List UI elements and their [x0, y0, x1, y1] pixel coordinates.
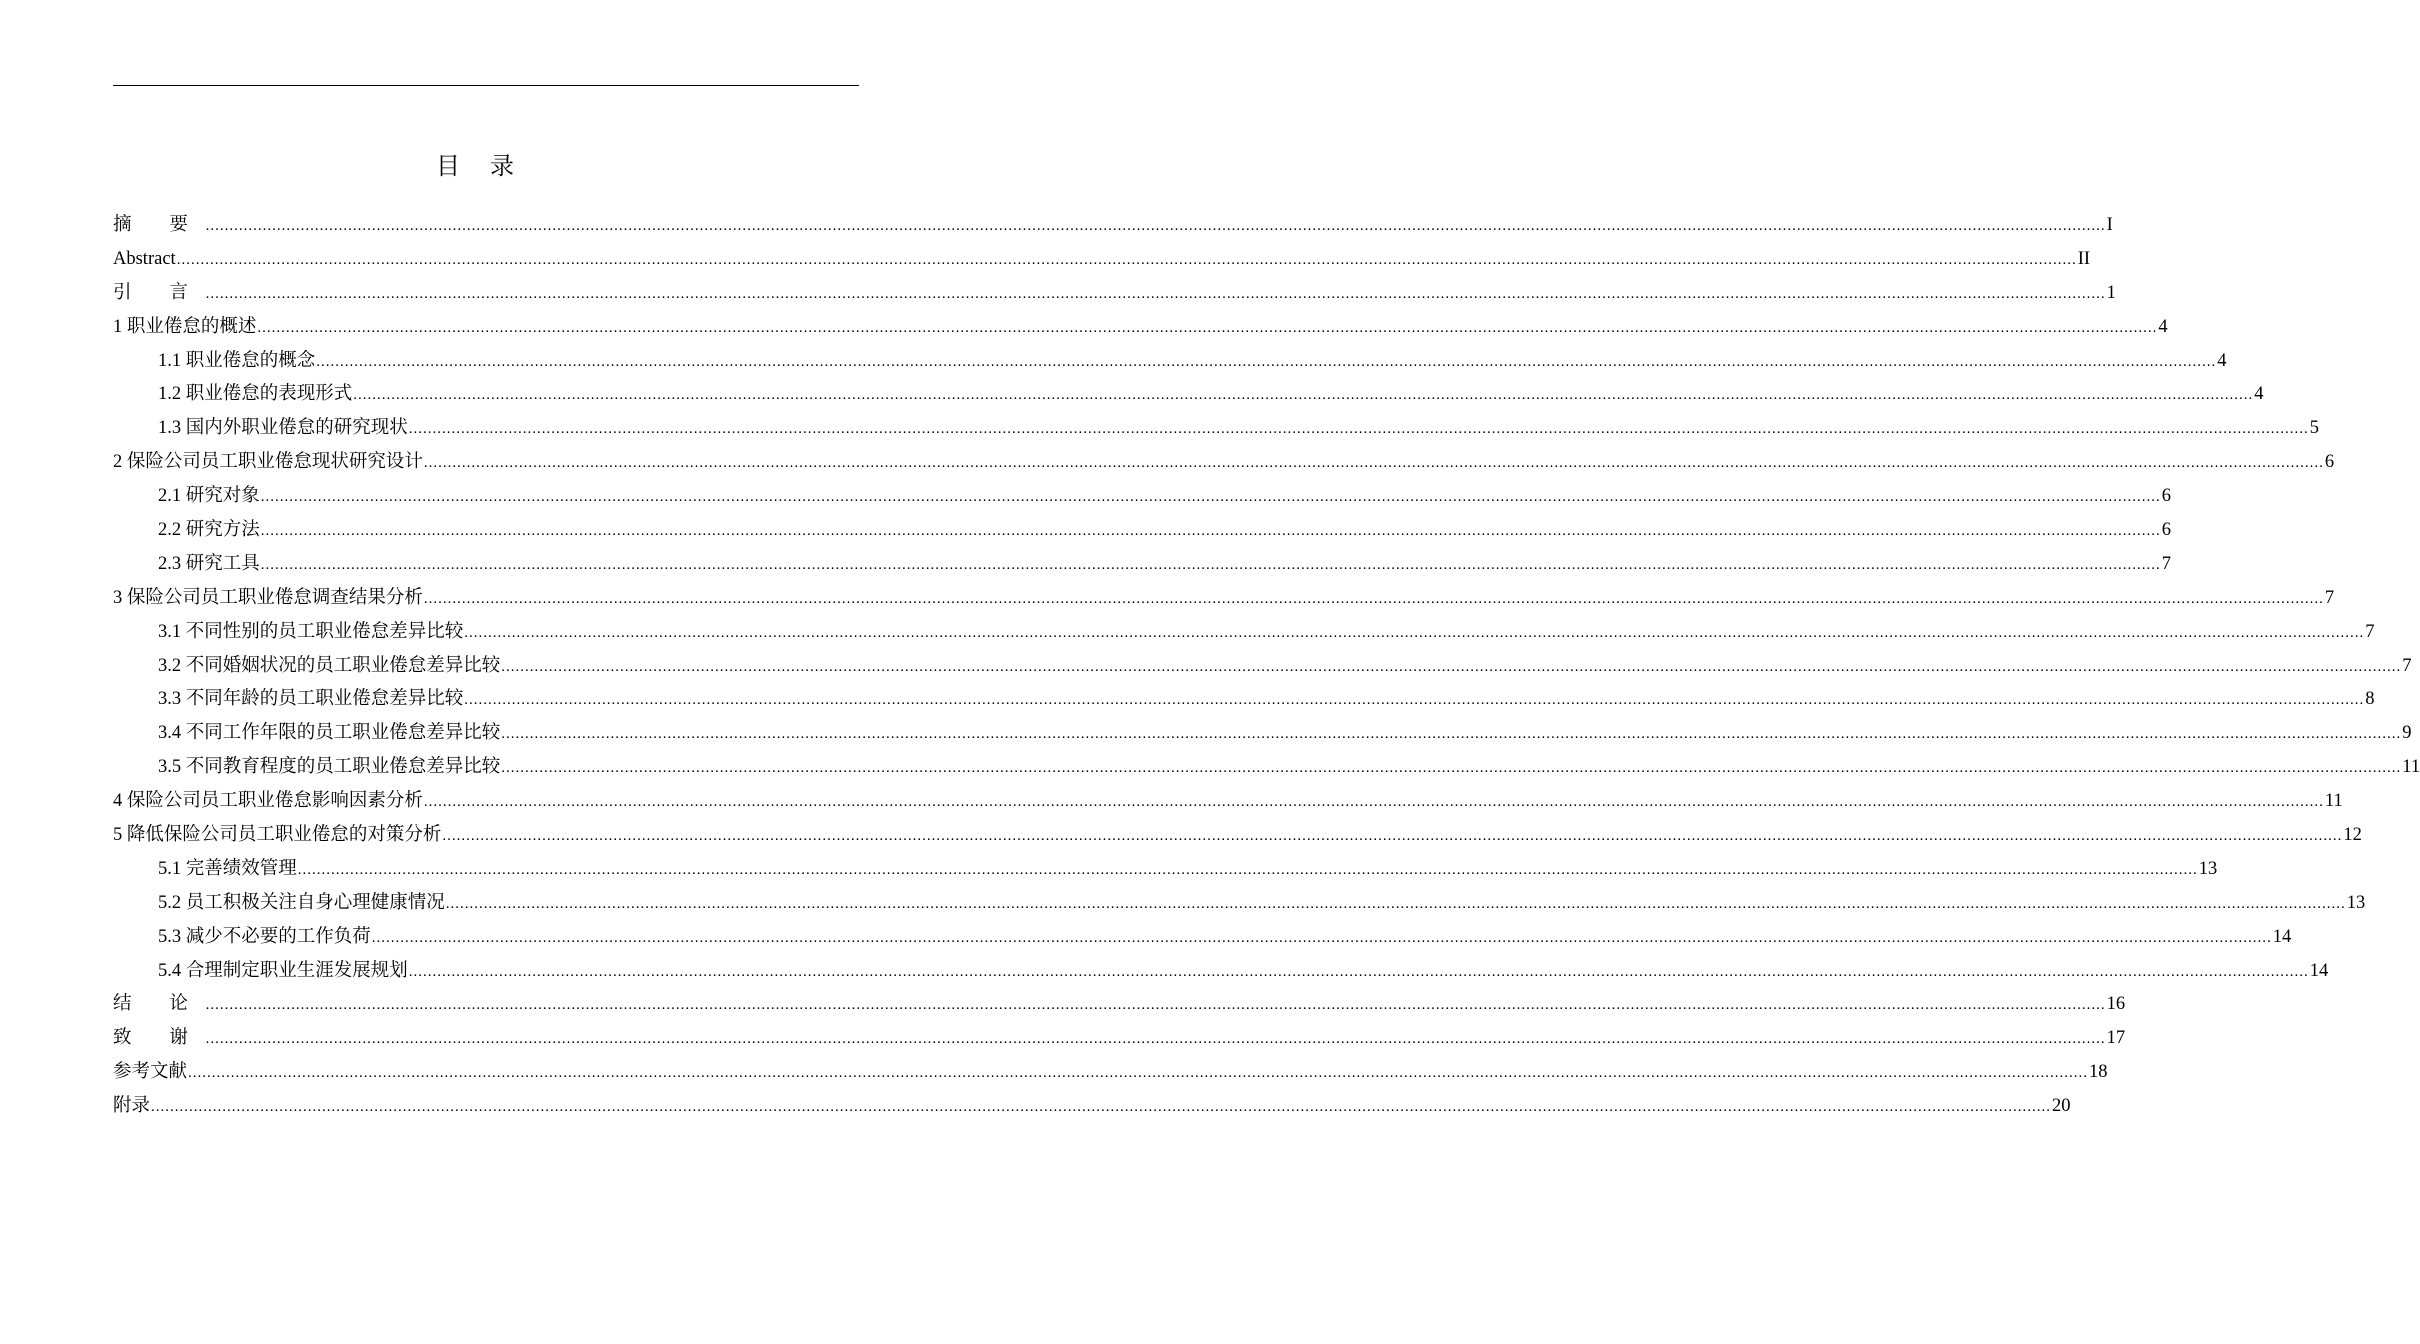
- toc-entry-label: 引 言: [113, 282, 205, 303]
- dot-leader: ................................................................................................................................................................................................................................................................................................................................................................................................................: [205, 218, 2106, 234]
- dot-leader: ................................................................................................................................................................................................................................................................................................................................................................................................................: [176, 251, 2077, 268]
- toc-entry-page-number: 4: [2254, 384, 2264, 405]
- dot-leader: ................................................................................................................................................................................................................................................................................................................................................................................................................: [205, 1031, 2106, 1048]
- toc-entry[interactable]: [113, 1022, 2126, 1056]
- toc-entry[interactable]: [113, 412, 2320, 446]
- toc-entry-page-number: 12: [2343, 825, 2362, 846]
- toc-entry-page-number: 5: [2309, 418, 2320, 439]
- toc-entry-label: 5.1 完善绩效管理: [158, 858, 297, 879]
- dot-leader: ................................................................................................................................................................................................................................................................................................................................................................................................................: [260, 523, 2161, 540]
- toc-entry-label: 5 降低保险公司员工职业倦怠的对策分析: [113, 825, 442, 846]
- toc-entry[interactable]: [113, 785, 2343, 819]
- toc-entry[interactable]: [113, 548, 2172, 582]
- toc-entry[interactable]: [113, 311, 2168, 345]
- toc-entry-page-number: 7: [2161, 553, 2172, 574]
- toc-entry-label: 2.3 研究工具: [158, 553, 260, 574]
- toc-entry[interactable]: [113, 853, 2218, 887]
- toc-entry-page-number: 9: [2402, 723, 2412, 744]
- dot-leader: ................................................................................................................................................................................................................................................................................................................................................................................................................: [501, 726, 2402, 743]
- toc-entry[interactable]: [113, 819, 2362, 853]
- toc-entry[interactable]: [113, 887, 2366, 921]
- dot-leader: ................................................................................................................................................................................................................................................................................................................................................................................................................: [408, 963, 2309, 980]
- toc-entry-label: 1.1 职业倦怠的概念: [158, 350, 316, 371]
- toc-entry-label: 1.3 国内外职业倦怠的研究现状: [158, 418, 408, 439]
- header-rule: [113, 85, 859, 86]
- dot-leader: ................................................................................................................................................................................................................................................................................................................................................................................................................: [408, 421, 2309, 438]
- toc-entry-page-number: 14: [2272, 926, 2292, 947]
- toc-entry-label: 附录: [113, 1096, 151, 1117]
- toc-entry-page-number: 4: [2158, 316, 2168, 337]
- toc-entry-page-number: 16: [2106, 994, 2126, 1015]
- toc-entry-label: 摘 要: [113, 215, 205, 235]
- toc-entry[interactable]: [113, 650, 2412, 684]
- toc-entry-page-number: 8: [2365, 689, 2375, 710]
- toc-entry-label: 参考文献: [113, 1062, 188, 1083]
- toc-title-char-1: 目: [436, 152, 460, 180]
- dot-leader: ................................................................................................................................................................................................................................................................................................................................................................................................................: [297, 861, 2198, 878]
- dot-leader: ................................................................................................................................................................................................................................................................................................................................................................................................................: [423, 590, 2324, 607]
- toc-entry-page-number: 17: [2106, 1028, 2126, 1049]
- toc-entry-page-number: II: [2077, 248, 2091, 269]
- toc-entry[interactable]: [113, 480, 2172, 514]
- dot-leader: ................................................................................................................................................................................................................................................................................................................................................................................................................: [423, 455, 2324, 472]
- dot-leader: ................................................................................................................................................................................................................................................................................................................................................................................................................: [501, 760, 2402, 777]
- dot-leader: ................................................................................................................................................................................................................................................................................................................................................................................................................: [423, 794, 2324, 811]
- dot-leader: ................................................................................................................................................................................................................................................................................................................................................................................................................: [188, 1065, 2089, 1082]
- dot-leader: ................................................................................................................................................................................................................................................................................................................................................................................................................: [371, 929, 2272, 946]
- toc-entry-page-number: 6: [2161, 520, 2172, 541]
- dot-leader: ................................................................................................................................................................................................................................................................................................................................................................................................................: [316, 353, 2217, 370]
- dot-leader: ................................................................................................................................................................................................................................................................................................................................................................................................................: [260, 556, 2161, 573]
- toc-entry-label: 1.2 职业倦怠的表现形式: [158, 384, 353, 405]
- toc-entry-label: 5.3 减少不必要的工作负荷: [158, 926, 371, 947]
- dot-leader: ................................................................................................................................................................................................................................................................................................................................................................................................................: [445, 895, 2346, 912]
- toc-entry[interactable]: [113, 717, 2412, 751]
- toc-entry-page-number: 13: [2346, 892, 2366, 913]
- dot-leader: ................................................................................................................................................................................................................................................................................................................................................................................................................: [464, 692, 2365, 709]
- toc-entry-label: 2.1 研究对象: [158, 486, 260, 507]
- toc-entry[interactable]: [113, 955, 2329, 989]
- toc-entry[interactable]: [113, 683, 2375, 717]
- dot-leader: ................................................................................................................................................................................................................................................................................................................................................................................................................: [353, 387, 2254, 404]
- toc-entry[interactable]: [113, 1056, 2108, 1090]
- toc-entry-label: 结 论: [113, 994, 205, 1015]
- toc-entry-page-number: 7: [2402, 655, 2412, 676]
- toc-entry-label: Abstract: [113, 248, 176, 269]
- toc-entry[interactable]: [113, 751, 2420, 785]
- toc-entry[interactable]: [113, 209, 2113, 243]
- toc-entry-page-number: 6: [2324, 452, 2335, 473]
- toc-entry-page-number: I: [2106, 215, 2113, 235]
- toc-entry[interactable]: [113, 243, 2091, 277]
- toc-entry-label: 5.4 合理制定职业生涯发展规划: [158, 960, 408, 981]
- toc-entry-label: 3.1 不同性别的员工职业倦怠差异比较: [158, 621, 464, 642]
- toc-entry[interactable]: [113, 1090, 2071, 1124]
- toc-entry-page-number: 11: [2402, 757, 2420, 778]
- toc-entry-label: 致 谢: [113, 1028, 205, 1049]
- toc-entry[interactable]: [113, 514, 2172, 548]
- toc-entry-page-number: 18: [2089, 1062, 2108, 1083]
- toc-entry-label: 4 保险公司员工职业倦怠影响因素分析: [113, 791, 423, 812]
- toc-entry-page-number: 7: [2324, 587, 2335, 608]
- toc-title: [0, 150, 950, 182]
- toc-entry-page-number: 4: [2217, 350, 2227, 371]
- toc-entry[interactable]: [113, 988, 2126, 1022]
- toc-entry-page-number: 13: [2198, 858, 2218, 879]
- toc-entry-label: 3.4 不同工作年限的员工职业倦怠差异比较: [158, 723, 501, 744]
- table-of-contents: [113, 209, 2420, 1124]
- toc-entry-page-number: 7: [2365, 621, 2375, 642]
- toc-entry-label: 5.2 员工积极关注自身心理健康情况: [158, 892, 445, 913]
- toc-entry-label: 3 保险公司员工职业倦怠调查结果分析: [113, 587, 423, 608]
- toc-entry-page-number: 11: [2324, 791, 2343, 812]
- toc-entry-label: 1 职业倦怠的概述: [113, 316, 257, 337]
- dot-leader: ................................................................................................................................................................................................................................................................................................................................................................................................................: [501, 658, 2402, 675]
- toc-entry[interactable]: [113, 446, 2335, 480]
- dot-leader: ................................................................................................................................................................................................................................................................................................................................................................................................................: [260, 489, 2161, 506]
- toc-entry[interactable]: [113, 277, 2116, 311]
- toc-entry[interactable]: [113, 616, 2375, 650]
- dot-leader: ................................................................................................................................................................................................................................................................................................................................................................................................................: [464, 624, 2365, 641]
- dot-leader: ................................................................................................................................................................................................................................................................................................................................................................................................................: [442, 828, 2343, 845]
- dot-leader: ................................................................................................................................................................................................................................................................................................................................................................................................................: [257, 319, 2158, 336]
- toc-entry-label: 2 保险公司员工职业倦怠现状研究设计: [113, 452, 423, 473]
- toc-entry[interactable]: [113, 921, 2292, 955]
- toc-entry[interactable]: [113, 582, 2335, 616]
- dot-leader: ................................................................................................................................................................................................................................................................................................................................................................................................................: [205, 997, 2106, 1014]
- toc-entry-label: 3.5 不同教育程度的员工职业倦怠差异比较: [158, 757, 501, 778]
- dot-leader: ................................................................................................................................................................................................................................................................................................................................................................................................................: [151, 1099, 2052, 1116]
- toc-title-char-2: 录: [490, 152, 514, 180]
- toc-entry-label: 2.2 研究方法: [158, 520, 260, 541]
- toc-entry-page-number: 14: [2309, 960, 2329, 981]
- toc-entry-page-number: 20: [2052, 1096, 2071, 1117]
- toc-entry[interactable]: [113, 345, 2227, 379]
- toc-entry-page-number: 1: [2106, 282, 2116, 303]
- toc-entry[interactable]: [113, 378, 2264, 412]
- toc-entry-page-number: 6: [2161, 486, 2172, 507]
- toc-entry-label: 3.2 不同婚姻状况的员工职业倦怠差异比较: [158, 655, 501, 676]
- toc-entry-label: 3.3 不同年龄的员工职业倦怠差异比较: [158, 689, 464, 710]
- dot-leader: ................................................................................................................................................................................................................................................................................................................................................................................................................: [205, 285, 2106, 302]
